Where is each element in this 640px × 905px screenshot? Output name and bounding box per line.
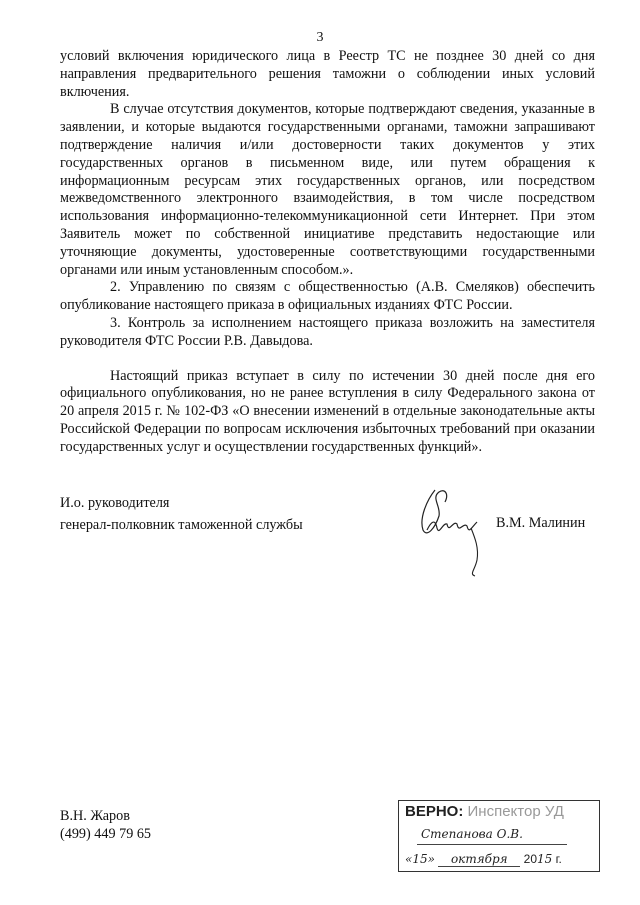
- stamp-handwritten-name: Степанова О.В.: [421, 827, 523, 841]
- executor-name: В.Н. Жаров: [60, 808, 130, 824]
- verification-stamp: [398, 800, 600, 872]
- paragraph-continuation: условий включения юридического лица в Реестр ТС не позднее 30 дней со дня направления предварительного решения таможни о соблюдении иных условий включения.: [60, 48, 595, 100]
- stamp-date-year-prefix: 20: [523, 852, 537, 866]
- paragraph-item-3: 3. Контроль за исполнением настоящего приказа возложить на заместителя руководителя ФТС России Р.В. Давыдова.: [60, 314, 595, 349]
- stamp-inspector: Инспектор: [467, 803, 541, 820]
- stamp-date-month: октября: [438, 852, 520, 867]
- handwritten-signature: [405, 478, 495, 578]
- executor-phone: (499) 449 79 65: [60, 826, 152, 842]
- paragraph-item-2: 2. Управлению по связям с общественностью (А.В. Смеляков) обеспечить опубликование настоящего приказа в официальных изданиях ФТС России.: [60, 279, 595, 314]
- stamp-date-suffix: г.: [555, 852, 562, 866]
- signatory-title: [60, 492, 303, 536]
- paragraph-effective-date: Настоящий приказ вступает в силу по истечении 30 дней после дня его официального опубликования, но не ранее вступления в силу Федерального закона от 20 апреля 2015 г. № 102-ФЗ «О внесении изменений в отдельные законодательные акты Российской Федерации по вопросам исключения избыточных требований при оказании государственных услуг и осуществлении государственных функций».: [60, 367, 595, 455]
- stamp-date: [405, 852, 562, 867]
- executor-contact: [60, 807, 151, 843]
- stamp-dept: УД: [544, 803, 564, 820]
- stamp-name-line: [417, 826, 567, 845]
- stamp-date-year: 15: [537, 852, 553, 866]
- paragraph-missing-documents: В случае отсутствия документов, которые подтверждают сведения, указанные в заявлении, и которые выдаются государственными органами, таможни запрашивают подтверждение наличия и/или достоверности таких документов у этих государственных органов в письменном виде, или путем обращения к информационным ресурсам этих государственных органов, или посредством межведомственного электронного взаимодействия, в том числе посредством использования информационно-телекоммуникационной сети Интернет. При этом Заявитель может по собственной инициативе представить недостающие или уточняющие документы, удостоверенные соответствующими государственными органами или иным установленным способом.».: [60, 101, 595, 278]
- signatory-title-line1: И.о. руководителя: [60, 495, 170, 511]
- stamp-header: [405, 803, 564, 820]
- document-body: [60, 48, 595, 457]
- signatory-title-line2: генерал-полковник таможенной службы: [60, 517, 303, 533]
- signatory-name: В.М. Малинин: [496, 515, 586, 531]
- stamp-date-day: «15»: [405, 852, 435, 866]
- stamp-date-line: [405, 848, 593, 868]
- page-number: 3: [316, 30, 324, 45]
- stamp-verno: ВЕРНО:: [405, 803, 464, 820]
